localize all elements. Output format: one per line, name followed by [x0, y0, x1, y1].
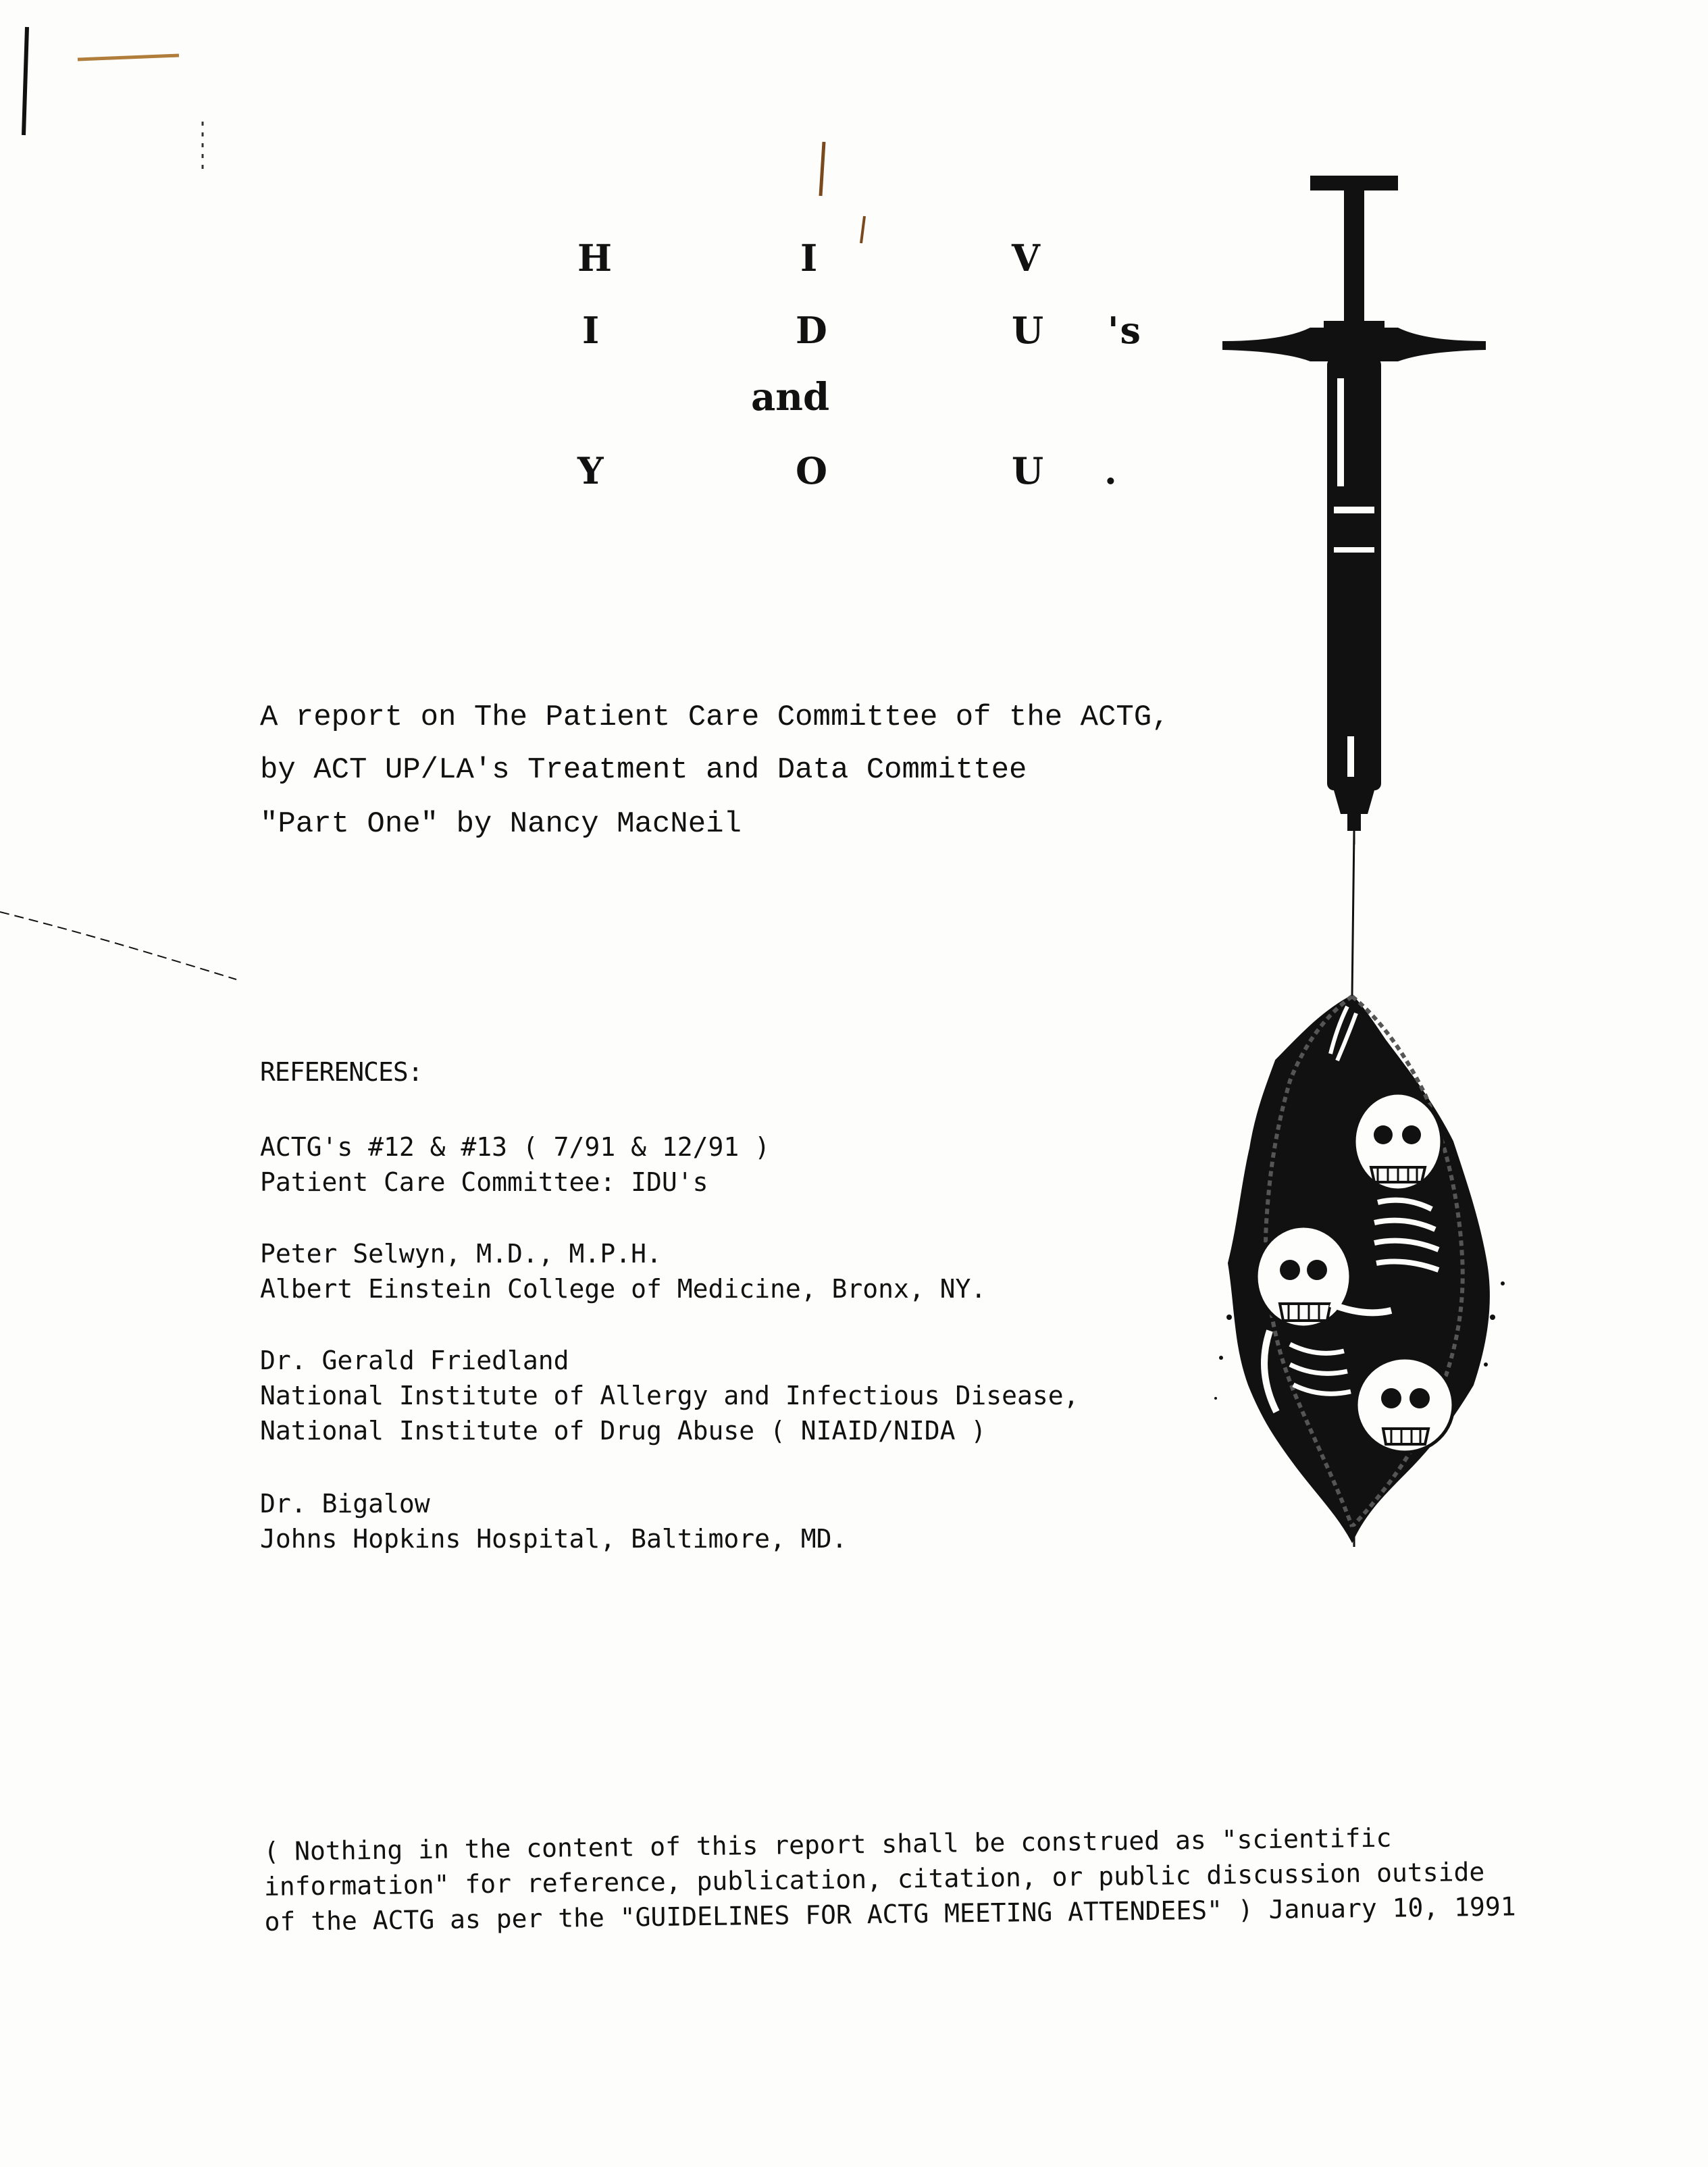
title-letter-h: H	[577, 236, 614, 280]
disclaimer-line: information" for reference, publication, citation, or public discussion outside	[263, 1856, 1485, 1902]
reference-line: National Institute of Allergy and Infectious Disease,	[260, 1381, 1079, 1410]
reference-item-actg	[260, 1129, 770, 1200]
title-suffix-s: 's	[1108, 309, 1142, 352]
title-word-and: and	[751, 375, 830, 419]
reference-line: National Institute of Drug Abuse ( NIAID/NIDA )	[260, 1416, 987, 1446]
title-letter-o: O	[796, 449, 829, 492]
title-period: .	[1104, 449, 1118, 492]
disclaimer-line: ( Nothing in the content of this report shall be construed as "scientific	[263, 1822, 1392, 1866]
disclaimer-line: of the ACTG as per the "GUIDELINES FOR ACTG MEETING ATTENDEES" ) January 10, 1991	[264, 1891, 1516, 1937]
title-letter-u: U	[1012, 309, 1045, 352]
reference-line: Peter Selwyn, M.D., M.P.H.	[260, 1239, 662, 1269]
title-letter-i: I	[800, 236, 819, 280]
title-letter-u2: U	[1012, 449, 1045, 492]
reference-item-selwyn	[260, 1236, 986, 1306]
reference-line: Albert Einstein College of Medicine, Bronx, NY.	[260, 1274, 987, 1304]
title-letter-y: Y	[577, 449, 605, 492]
syringe-with-skeletons-icon	[1202, 169, 1580, 1554]
reference-item-friedland	[260, 1343, 1079, 1448]
disclaimer-note	[263, 1819, 1516, 1939]
title-letter-v: V	[1012, 236, 1041, 280]
report-line-2: by ACT UP/LA's Treatment and Data Committee	[260, 753, 1027, 787]
title-letter-i2: I	[582, 309, 601, 352]
report-line-3: "Part One" by Nancy MacNeil	[260, 807, 742, 841]
title-letter-d: D	[796, 309, 829, 352]
reference-line: Dr. Bigalow	[260, 1489, 430, 1519]
report-line-1: A report on The Patient Care Committee of the ACTG,	[260, 700, 1170, 734]
reference-line: ACTG's #12 & #13 ( 7/91 & 12/91 )	[260, 1132, 770, 1162]
reference-line: Johns Hopkins Hospital, Baltimore, MD.	[260, 1524, 848, 1554]
reference-item-bigalow	[260, 1486, 847, 1556]
reference-line: Patient Care Committee: IDU's	[260, 1167, 708, 1197]
reference-line: Dr. Gerald Friedland	[260, 1346, 569, 1375]
references-heading: REFERENCES:	[260, 1057, 423, 1087]
